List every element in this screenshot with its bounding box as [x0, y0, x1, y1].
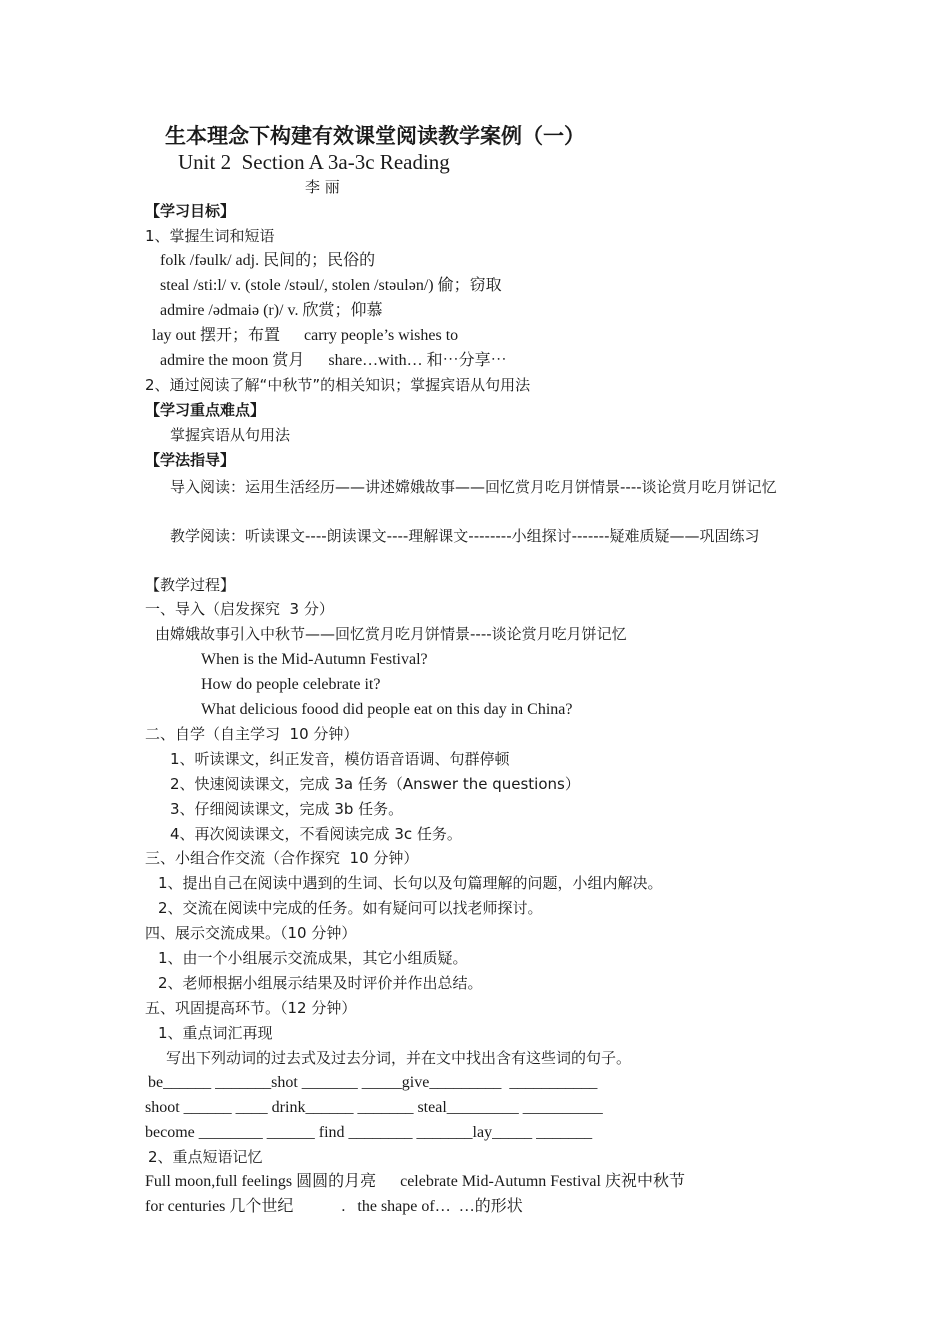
document-title: 生本理念下构建有效课堂阅读教学案例（一）: [165, 124, 585, 148]
key-phrase-row-1: Full moon,full feelings 圆圆的月亮 celebrate Mid-Autumn Festival 庆祝中秋节: [145, 1173, 685, 1190]
section-2-title: 二、自学（自主学习 10 分钟）: [145, 725, 359, 743]
section-5-item-2: 2、重点短语记忆: [148, 1148, 263, 1166]
vocab-folk: folk /fəulk/ adj. 民间的；民俗的: [160, 252, 376, 269]
section-2-item-2: 2、快速阅读课文，完成 3a 任务（Answer the questions）: [170, 775, 580, 793]
key-phrase-row-2: for centuries 几个世纪 . the shape of… …的形状: [145, 1198, 523, 1215]
vocab-admire: admire /ədmaiə (r)/ v. 欣赏；仰慕: [160, 302, 383, 319]
section-2-item-3: 3、仔细阅读课文，完成 3b 任务。: [170, 800, 404, 818]
author-name: 李 丽: [305, 178, 340, 196]
method-heading: 【学法指导】: [145, 451, 236, 469]
key-points-heading: 【学习重点难点】: [145, 401, 266, 419]
key-points-text: 掌握宾语从句用法: [170, 426, 291, 444]
fill-blank-row-1: be______ _______shot _______ _____give_________ ___________: [148, 1074, 598, 1091]
vocab-steal: steal /sti:l/ v. (stole /stəul/, stolen /stəulən/) 偷；窃取: [160, 277, 502, 294]
question-3: What delicious foood did people eat on this day in China?: [201, 701, 573, 718]
method-teaching: 教学阅读：听读课文----朗读课文----理解课文--------小组探讨-------疑难质疑——巩固练习: [170, 527, 760, 545]
section-3-item-1: 1、提出自己在阅读中遇到的生词、长句以及句篇理解的问题，小组内解决。: [158, 874, 663, 892]
section-4-title: 四、展示交流成果。（10 分钟）: [145, 924, 357, 942]
section-3-item-2: 2、交流在阅读中完成的任务。如有疑问可以找老师探讨。: [158, 899, 543, 917]
section-4-item-1: 1、由一个小组展示交流成果，其它小组质疑。: [158, 949, 468, 967]
question-1: When is the Mid-Autumn Festival?: [201, 651, 428, 668]
section-1-title: 一、导入（启发探究 3 分）: [145, 600, 334, 618]
section-5-item-1-text: 写出下列动词的过去式及过去分词，并在文中找出含有这些词的句子。: [166, 1049, 632, 1067]
section-2-item-4: 4、再次阅读课文，不看阅读完成 3c 任务。: [170, 825, 462, 843]
section-3-title: 三、小组合作交流（合作探究 10 分钟）: [145, 849, 419, 867]
method-intro: 导入阅读：运用生活经历——讲述嫦娥故事——回忆赏月吃月饼情景----谈论赏月吃月饼记忆: [170, 478, 777, 496]
process-heading: 【教学过程】: [145, 576, 236, 594]
fill-blank-row-2: shoot ______ ____ drink______ _______ steal_________ __________: [145, 1099, 603, 1116]
phrase-lay-out: lay out 摆开；布置 carry people’s wishes to: [152, 327, 459, 344]
fill-blank-row-3: become ________ ______ find ________ _______lay_____ _______: [145, 1124, 593, 1141]
objective-item-2: 2、通过阅读了解“中秋节”的相关知识；掌握宾语从句用法: [145, 376, 531, 394]
section-2-item-1: 1、听读课文，纠正发音，模仿语音语调、句群停顿: [170, 750, 510, 768]
section-5-title: 五、巩固提高环节。（12 分钟）: [145, 999, 357, 1017]
question-2: How do people celebrate it?: [201, 676, 381, 693]
document-subtitle: Unit 2 Section A 3a-3c Reading: [178, 150, 450, 174]
section-1-text: 由嫦娥故事引入中秋节——回忆赏月吃月饼情景----谈论赏月吃月饼记忆: [155, 625, 627, 643]
objectives-heading: 【学习目标】: [145, 202, 236, 220]
section-4-item-2: 2、老师根据小组展示结果及时评价并作出总结。: [158, 974, 483, 992]
objective-item-1: 1、掌握生词和短语: [145, 227, 275, 245]
phrase-admire-moon: admire the moon 赏月 share…with… 和⋯分享⋯: [160, 352, 507, 369]
section-5-item-1: 1、重点词汇再现: [158, 1024, 273, 1042]
